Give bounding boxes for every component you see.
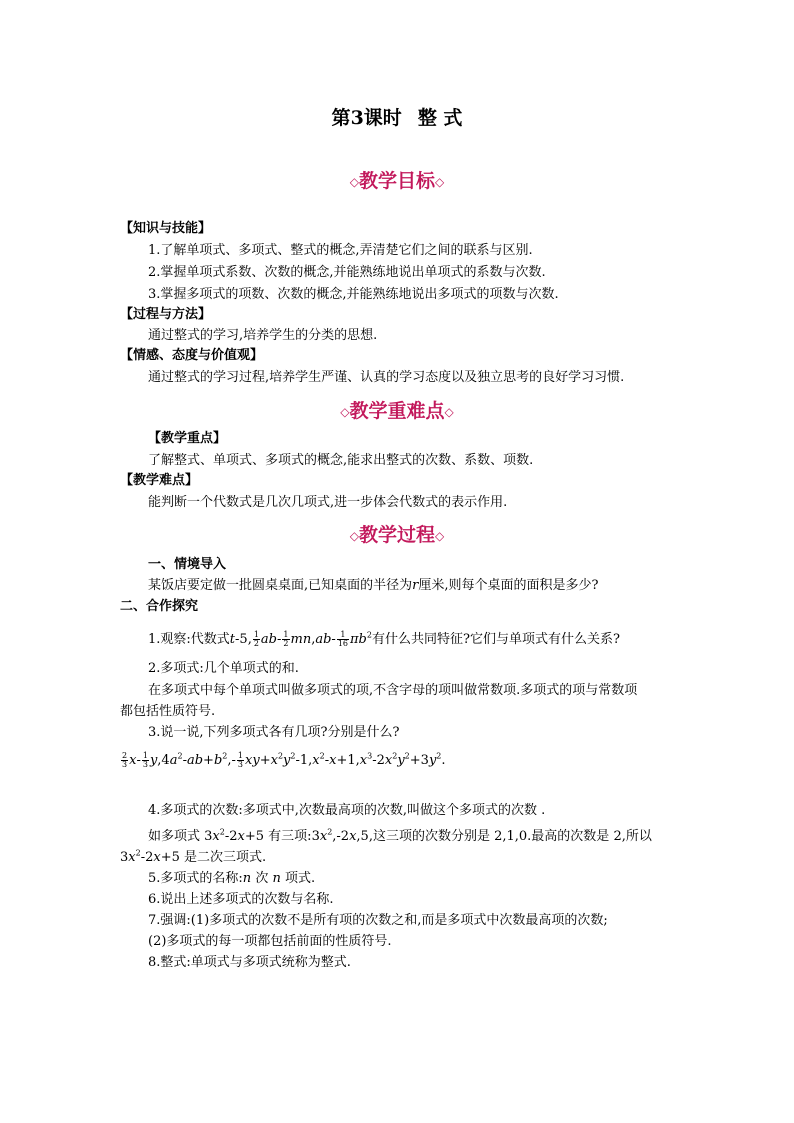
knowledge-item: 1.了解单项式、多项式、整式的概念,弄清楚它们之间的联系与区别. <box>148 243 533 258</box>
item5: 5.多项式的名称:n 次 n 项式. <box>148 871 316 886</box>
page-title <box>0 105 794 131</box>
diamond-icon: ◇ <box>349 175 359 189</box>
title-number: 3 <box>350 107 364 129</box>
item3: 3.说一说,下列多项式各有几项?分别是什么? <box>148 725 400 740</box>
knowledge-item: 2.掌握单项式系数、次数的概念,并能熟练地说出单项式的系数与次数. <box>148 265 546 280</box>
section-process <box>0 522 794 549</box>
item7-line2: (2)多项式的每一项都包括前面的性质符号. <box>148 934 392 949</box>
difficult-heading: 【教学难点】 <box>120 473 199 488</box>
title-suffix: 课时 <box>363 107 402 129</box>
item6: 6.说出上述多项式的次数与名称. <box>148 892 334 907</box>
process-method-heading: 【过程与方法】 <box>120 307 212 322</box>
title-prefix: 第 <box>331 107 351 129</box>
section-goals <box>0 168 794 195</box>
part1-heading: 一、情境导入 <box>148 557 227 572</box>
attitude-heading: 【情感、态度与价值观】 <box>120 348 264 363</box>
item2: 2.多项式:几个单项式的和. <box>148 661 299 676</box>
part1-text: 某饭店要定做一批圆桌桌面,已知桌面的半径为r厘米,则每个桌面的面积是多少? <box>148 578 599 593</box>
attitude-text: 通过整式的学习过程,培养学生严谨、认真的学习态度以及独立思考的良好学习习惯. <box>148 370 625 385</box>
title-topic: 整 式 <box>417 107 463 129</box>
process-method-text: 通过整式的学习,培养学生的分类的思想. <box>148 328 378 343</box>
section-process-label: 教学过程 <box>358 524 435 546</box>
example-line1: 如多项式 $3x^2-2x+5$ 有三项$:3x^2,-2x,5$,这三项的次数分别是 2,1,0.最高的次数是 2,所以 <box>148 827 652 844</box>
diamond-icon: ◇ <box>340 405 350 419</box>
knowledge-heading: 【知识与技能】 <box>120 221 212 236</box>
diamond-icon: ◇ <box>435 175 445 189</box>
section-goals-label: 教学目标 <box>358 170 435 192</box>
item1: 1.观察:代数式t-5, $\frac{1}{2}$ ab- $\frac{1}{2}$ mn,ab- $\frac{1}{16}$ $\pi b^2$有什么共同特征?它们与单项式有什么关系? <box>148 630 620 648</box>
example-line2: $3x^2-2x+5$ 是二次三项式. <box>120 848 267 865</box>
section-keypoints-label: 教学重难点 <box>349 400 445 422</box>
item2-para-line2: 都包括性质符号. <box>120 704 216 719</box>
item1-expressions: t-5, $\frac{1}{2}$ ab- $\frac{1}{2}$ mn,ab- $\frac{1}{16}$ $\pi b^2$ <box>229 630 372 648</box>
item2-para-line1: 在多项式中每个单项式叫做多项式的项,不含字母的项叫做常数项.多项式的项与常数项 <box>148 683 638 698</box>
key-heading: 【教学重点】 <box>148 431 227 446</box>
diamond-icon: ◇ <box>349 529 359 543</box>
knowledge-item: 3.掌握多项式的项数、次数的概念,并能熟练地说出多项式的项数与次数. <box>148 287 559 302</box>
section-keypoints <box>0 398 794 425</box>
item7-line1: 7.强调:(1)多项式的次数不是所有项的次数之和,而是多项式中次数最高项的次数; <box>148 913 608 928</box>
diamond-icon: ◇ <box>444 405 454 419</box>
item3-expressions: $\frac{2}{3}$ x- $\frac{1}{3}$ $y,4a^2-ab+b^2,-$ $\frac{1}{3}$ $xy+x^2y^2-1,x^2-x+1,x^3-2x^2y^2+3y^2$. <box>122 751 446 769</box>
item8: 8.整式:单项式与多项式统称为整式. <box>148 955 351 970</box>
part2-heading: 二、合作探究 <box>120 599 199 614</box>
diamond-icon: ◇ <box>435 529 445 543</box>
difficult-text: 能判断一个代数式是几次几项式,进一步体会代数式的表示作用. <box>148 495 508 510</box>
item4: 4.多项式的次数:多项式中,次数最高项的次数,叫做这个多项式的次数 . <box>148 803 546 818</box>
key-text: 了解整式、单项式、多项式的概念,能求出整式的次数、系数、项数. <box>148 453 534 468</box>
